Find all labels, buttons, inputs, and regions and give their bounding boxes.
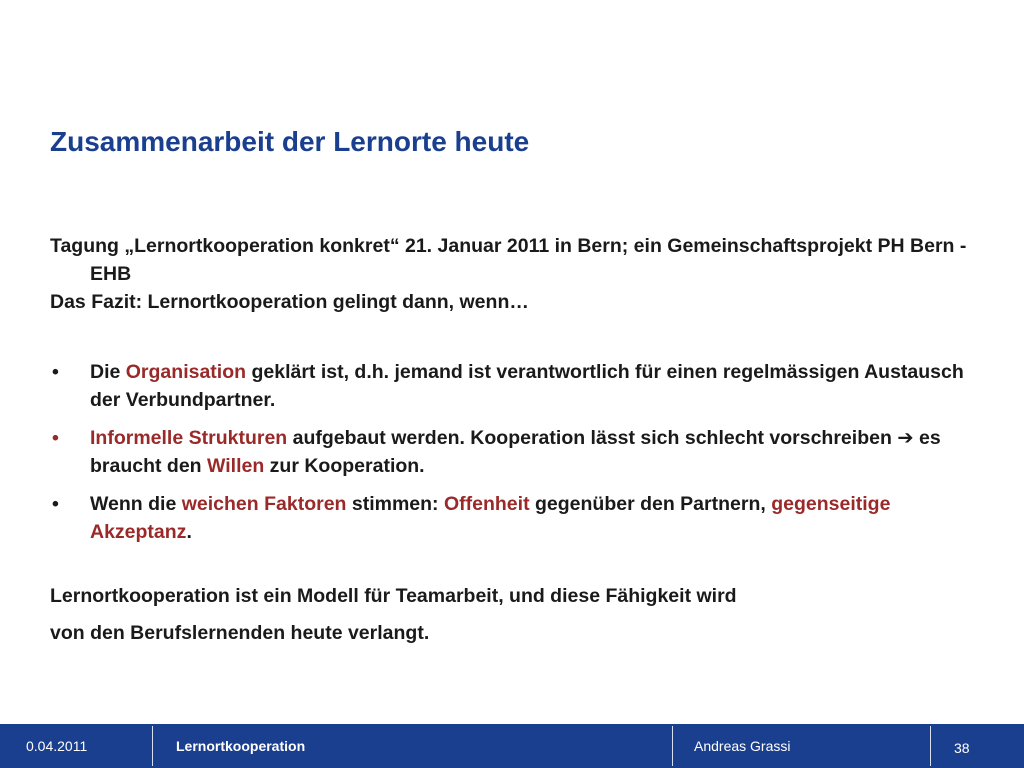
footer-divider — [930, 726, 931, 766]
highlight-organisation: Organisation — [125, 361, 247, 383]
bullet-text: geklärt ist, d.h. jemand ist verantwortlich für einen regelmässigen Austausch der Verbundpartner. — [90, 361, 964, 411]
page-number: 38 — [954, 740, 970, 756]
slide-title: Zusammenarbeit der Lernorte heute — [50, 126, 530, 157]
bullet-text: aufgebaut werden. Kooperation lässt sich schlecht vorschreiben — [287, 427, 898, 449]
bullet-text: zur Kooperation. — [264, 455, 425, 477]
closing-line-2: von den Berufslernenden heute verlangt. — [50, 622, 430, 644]
highlight-informelle-strukturen: Informelle Strukturen — [90, 427, 288, 449]
spacer — [50, 556, 990, 578]
highlight-willen: Willen — [207, 455, 265, 477]
highlight-gegenseitige-akzeptanz: gegenseitige Akzeptanz — [90, 493, 891, 543]
bullet-item-informelle-strukturen — [50, 424, 990, 480]
highlight-weiche-faktoren: weichen Faktoren — [181, 493, 347, 515]
highlight-offenheit: Offenheit — [443, 493, 530, 515]
bullet-marker: • — [52, 493, 59, 515]
bullet-marker: • — [52, 427, 59, 449]
bullet-text: stimmen: — [346, 493, 444, 515]
footer-date: 0.04.2011 — [26, 738, 88, 754]
bullet-item-organisation — [50, 358, 990, 414]
slide-body — [50, 232, 990, 652]
bullet-text: gegenüber den Partnern, — [529, 493, 772, 515]
bullet-marker: • — [52, 361, 59, 383]
arrow-right-icon: ➔ — [897, 426, 914, 449]
bullet-text: Die — [90, 361, 126, 383]
footer-divider — [672, 726, 673, 766]
spacer — [50, 322, 990, 358]
footer-topic: Lernortkooperation — [176, 738, 306, 754]
bullet-text: es braucht den — [90, 427, 941, 477]
footer-bar — [0, 724, 1024, 768]
bullet-text: . — [186, 521, 192, 543]
bullet-item-weiche-faktoren — [50, 490, 990, 546]
footer-author: Andreas Grassi — [694, 738, 791, 754]
closing-line-1: Lernortkooperation ist ein Modell für Teamarbeit, und diese Fähigkeit wird — [50, 585, 737, 607]
footer-divider — [152, 726, 153, 766]
intro-conference-line: Tagung „Lernortkooperation konkret“ 21. Januar 2011 in Bern; ein Gemeinschaftsprojekt PH Bern - EHB — [50, 235, 967, 285]
bullet-text: Wenn die — [90, 493, 182, 515]
intro-conclusion-line: Das Fazit: Lernortkooperation gelingt dann, wenn… — [50, 291, 529, 313]
